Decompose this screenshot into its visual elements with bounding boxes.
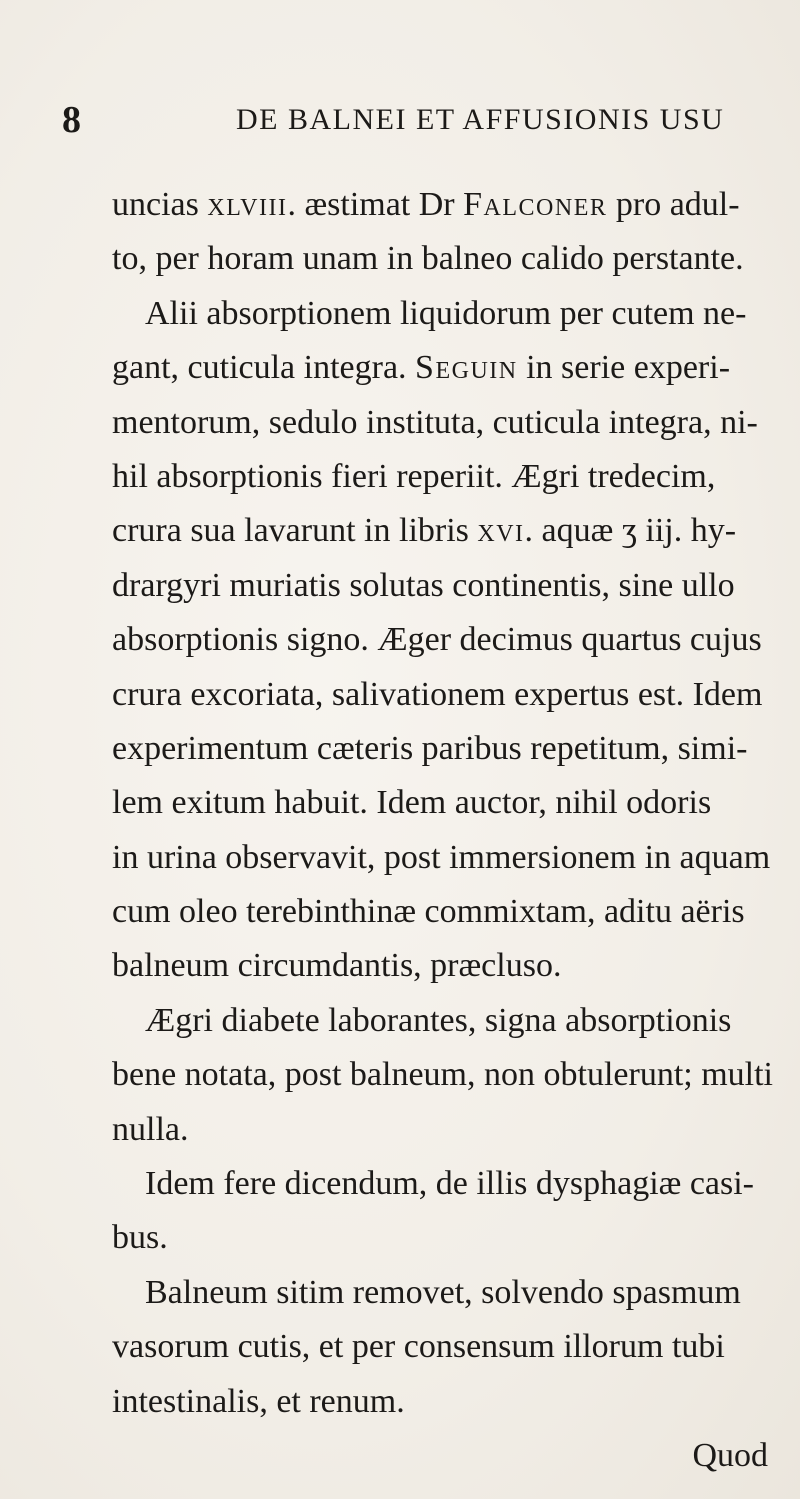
text-line [112,1375,784,1429]
text-segment: . æstimat Dr [287,186,464,223]
text-segment: intestinalis, et renum. [112,1382,405,1420]
text-line [112,776,784,830]
text-line [112,1211,784,1265]
text-segment: Idem fere dicendum, de illis dysphagiæ casi- [145,1165,754,1203]
text-line [112,994,784,1048]
text-segment: . aquæ ʒ iij. hy- [524,512,737,550]
text-segment: xlviii [207,186,288,223]
text-line [112,1048,784,1102]
text-line [112,885,784,939]
text-segment: cum oleo terebinthinæ commixtam, aditu aëris [112,893,745,931]
text-segment: bus. [112,1219,168,1257]
text-segment: xvi [477,512,525,550]
text-line [112,939,784,993]
page-number: 8 [62,99,81,141]
text-line [112,341,784,395]
text-segment: pro adul- [607,186,740,223]
text-segment: in serie experi- [517,349,731,387]
text-segment: gant, cuticula integra. [112,349,416,387]
text-segment: crura excoriata, salivationem expertus est. Idem [112,675,763,713]
running-title: DE BALNEI ET AFFUSIONIS USU [236,103,725,136]
text-line [112,504,784,558]
text-segment: in urina observavit, post immersionem in aquam [112,838,771,876]
text-segment: bene notata, post balneum, non obtulerunt; multi [112,1056,773,1094]
text-line [112,559,784,613]
text-line [112,396,784,450]
text-segment: to, per horam unam in balneo calido perstante. [112,240,744,278]
text-segment: drargyri muriatis solutas continentis, sine ullo [112,566,735,604]
text-segment: Alii absorptionem liquidorum per cutem ne- [145,294,747,332]
text-segment: Balneum sitim removet, solvendo spasmum [145,1273,741,1311]
text-line [112,232,784,286]
text-segment: absorptionis signo. Æger decimus quartus cujus [112,621,762,659]
catchword: Quod [692,1436,768,1474]
text-line [112,1103,784,1157]
text-line [112,1157,784,1211]
page-header [0,90,800,150]
text-segment: vasorum cutis, et per consensum illorum tubi [112,1328,725,1366]
text-line [112,450,784,504]
text-segment: Ægri diabete laborantes, signa absorptionis [145,1001,732,1039]
text-line [112,1266,784,1320]
text-segment: Seguin [415,349,518,387]
text-segment: lem exitum habuit. Idem auctor, nihil odoris [112,784,712,822]
text-segment: mentorum, sedulo instituta, cuticula integra, ni- [112,403,758,441]
text-line [112,613,784,667]
text-line [112,831,784,885]
text-line [112,1320,784,1374]
text-segment: crura sua lavarunt in libris [112,512,478,550]
text-segment: balneum circumdantis, præcluso. [112,947,562,985]
text-line [112,287,784,341]
text-line [112,178,784,232]
text-line [112,668,784,722]
text-line [112,722,784,776]
text-segment: experimentum cæteris paribus repetitum, simi- [112,729,748,767]
text-segment: nulla. [112,1110,189,1148]
body-text [112,178,784,1483]
text-segment: Falconer [463,186,608,223]
text-segment: hil absorptionis fieri reperiit. Ægri tredecim, [112,457,716,495]
text-segment: uncias [112,186,208,223]
